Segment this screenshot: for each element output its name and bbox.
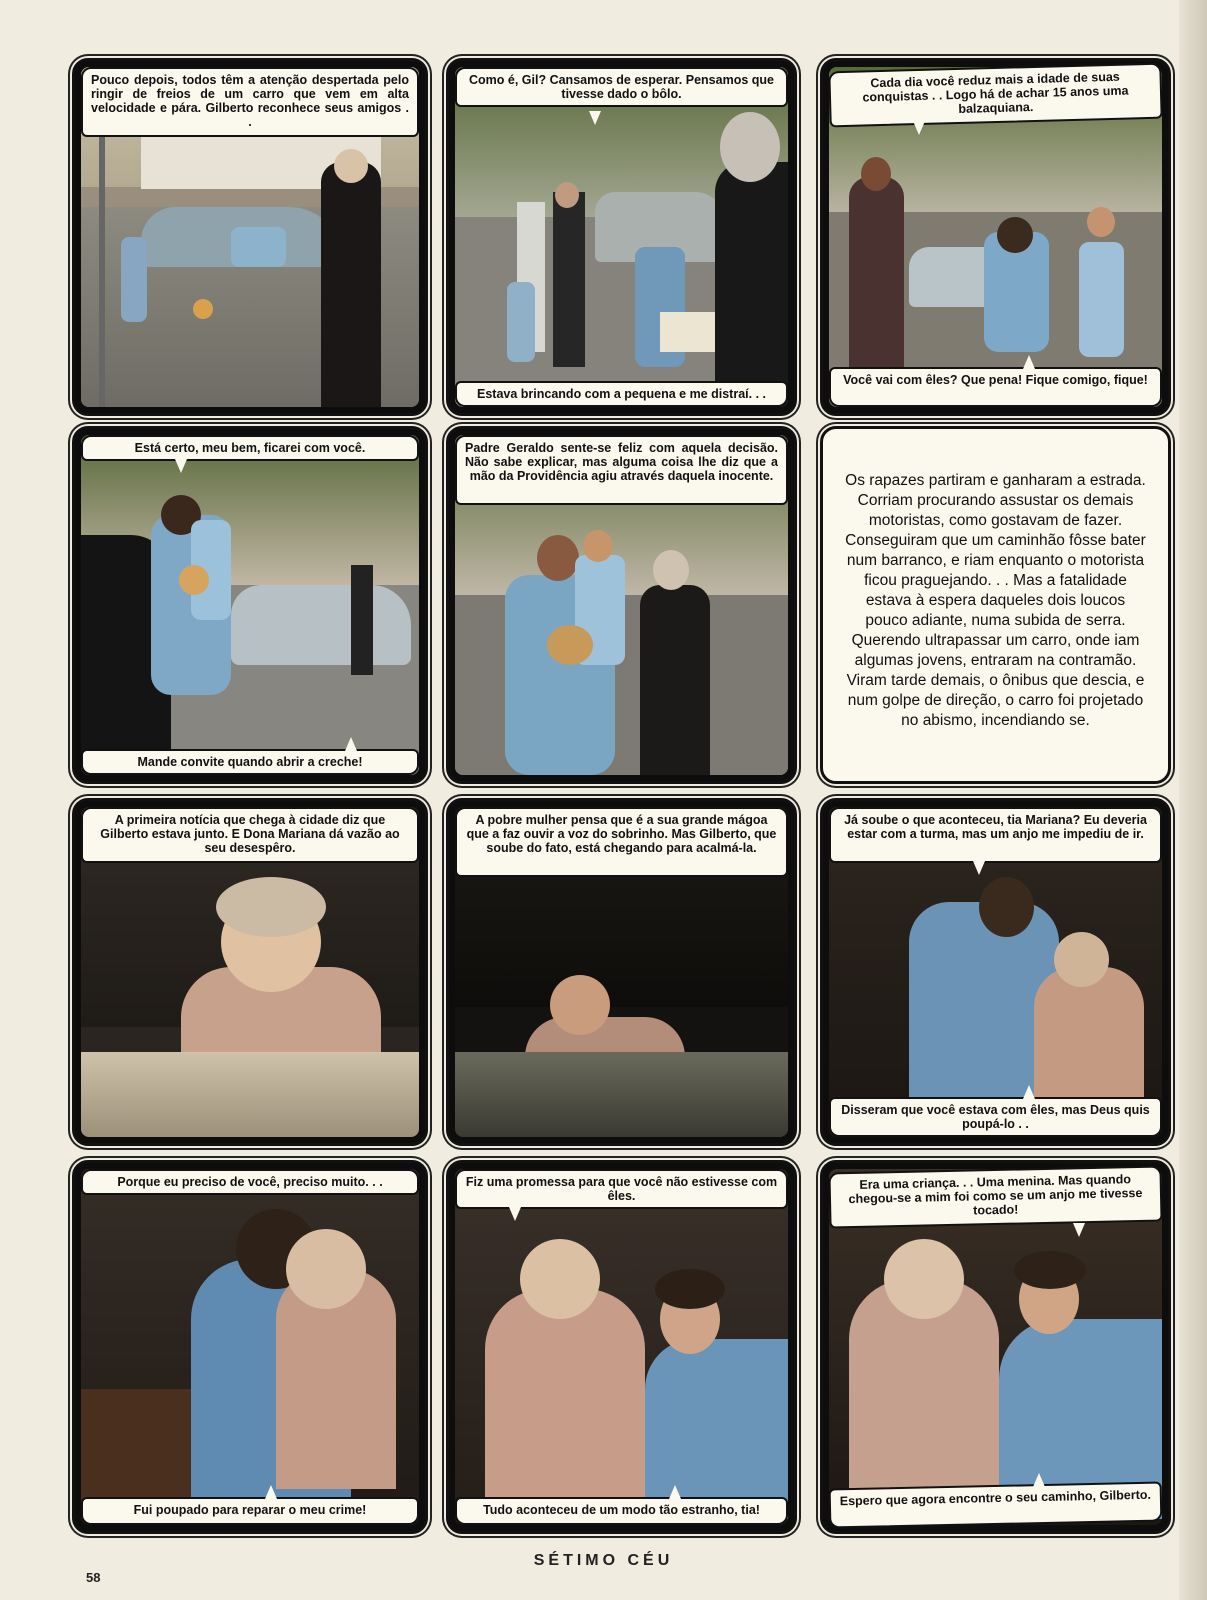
panel-4-caption-top: Está certo, meu bem, ficarei com você. bbox=[81, 435, 419, 461]
panel-7-caption-top: A primeira notícia que chega à cidade diz que Gilberto estava junto. E Dona Mariana dá vazão ao seu desespêro. bbox=[81, 807, 419, 863]
panel-9-balloon-tail-bottom bbox=[1023, 1085, 1035, 1099]
panel-9-caption-bottom: Disseram que você estava com êles, mas Deus quis poupá-lo . . bbox=[829, 1097, 1162, 1137]
panel-8 bbox=[446, 798, 797, 1146]
panel-11-balloon-tail-bottom bbox=[669, 1485, 681, 1499]
panel-1-caption: Pouco depois, todos têm a atenção despertada pelo ringir de freios de um carro que vem em alta velocidade e pára. Gilberto reconhece seus amigos . . bbox=[81, 67, 419, 137]
panel-9 bbox=[820, 798, 1171, 1146]
panel-11-caption-top: Fiz uma promessa para que você não estivesse com êles. bbox=[455, 1169, 788, 1209]
panel-12-caption-bottom: Espero que agora encontre o seu caminho, Gilberto. bbox=[829, 1482, 1163, 1529]
panel-4 bbox=[72, 426, 428, 784]
page-spine bbox=[1179, 0, 1207, 1600]
panel-11-photo bbox=[455, 1169, 788, 1525]
panel-3-balloon-tail-bottom bbox=[1023, 355, 1035, 369]
narration-text: Os rapazes partiram e ganharam a estrada. Corriam procurando assustar os demais motoristas, como gostavam de fazer. Conseguiram que um caminhão fôsse bater num barranco, e riam enquanto o motorista ficou praguejando. . . Mas a fatalidade estava à espera daqueles dois loucos pouco adiante, numa subida de serra. Querendo ultrapassar um carro, onde iam algumas jovens, entraram na contramão. Viram tarde demais, o ônibus que descia, e num golpe de direção, o carro foi projetado no abismo, incendiando se. bbox=[845, 472, 1146, 729]
panel-3-caption-bottom: Você vai com êles? Que pena! Fique comigo, fique! bbox=[829, 367, 1162, 407]
panel-12-balloon-tail-bottom bbox=[1033, 1473, 1045, 1487]
panel-1 bbox=[72, 58, 428, 416]
panel-10-caption-bottom: Fui poupado para reparar o meu crime! bbox=[81, 1497, 419, 1525]
panel-3-caption-top: Cada dia você reduz mais a idade de suas conquistas . . Logo há de achar 15 anos uma balzaquiana. bbox=[828, 63, 1162, 128]
panel-2-caption-bottom: Estava brincando com a pequena e me distraí. . . bbox=[455, 381, 788, 407]
magazine-footer: SÉTIMO CÉU bbox=[533, 1552, 674, 1569]
panel-10-balloon-tail-bottom bbox=[265, 1485, 277, 1499]
panel-10-caption-top: Porque eu preciso de você, preciso muito. . . bbox=[81, 1169, 419, 1195]
panel-4-caption-bottom: Mande convite quando abrir a creche! bbox=[81, 749, 419, 775]
panel-9-balloon-tail bbox=[973, 861, 985, 875]
panel-11 bbox=[446, 1160, 797, 1534]
panel-3-balloon-tail bbox=[913, 121, 925, 135]
panel-9-caption-top: Já soube o que aconteceu, tia Mariana? Eu deveria estar com a turma, mas um anjo me impediu de ir. bbox=[829, 807, 1162, 863]
panel-11-balloon-tail bbox=[509, 1207, 521, 1221]
page-number: 58 bbox=[86, 1570, 101, 1585]
panel-2-photo bbox=[455, 67, 788, 407]
panel-10 bbox=[72, 1160, 428, 1534]
panel-5-caption-top: Padre Geraldo sente-se feliz com aquela decisão. Não sabe explicar, mas alguma coisa lhe diz que a mão da Providência agiu através daquela inocente. bbox=[455, 435, 788, 505]
panel-2-caption-top: Como é, Gil? Cansamos de esperar. Pensamos que tivesse dado o bôlo. bbox=[455, 67, 788, 107]
panel-3 bbox=[820, 58, 1171, 416]
panel-7 bbox=[72, 798, 428, 1146]
panel-8-caption-top: A pobre mulher pensa que é a sua grande mágoa que a faz ouvir a voz do sobrinho. Mas Gilberto, que soube do fato, está chegando para acalmá-la. bbox=[455, 807, 788, 877]
panel-12 bbox=[820, 1160, 1171, 1534]
panel-6-narration bbox=[820, 426, 1171, 784]
panel-11-caption-bottom: Tudo aconteceu de um modo tão estranho, tia! bbox=[455, 1497, 788, 1525]
panel-2 bbox=[446, 58, 797, 416]
panel-10-photo bbox=[81, 1169, 419, 1525]
panel-4-balloon-tail-bottom bbox=[345, 737, 357, 751]
panel-4-balloon-tail bbox=[175, 459, 187, 473]
panel-12-caption-top: Era uma criança. . . Uma menina. Mas quando chegou-se a mim foi como se um anjo me tivesse tocado! bbox=[828, 1166, 1162, 1229]
panel-5 bbox=[446, 426, 797, 784]
panel-12-balloon-tail bbox=[1073, 1223, 1085, 1237]
panel-2-balloon-tail bbox=[589, 111, 601, 125]
panel-4-photo bbox=[81, 435, 419, 775]
